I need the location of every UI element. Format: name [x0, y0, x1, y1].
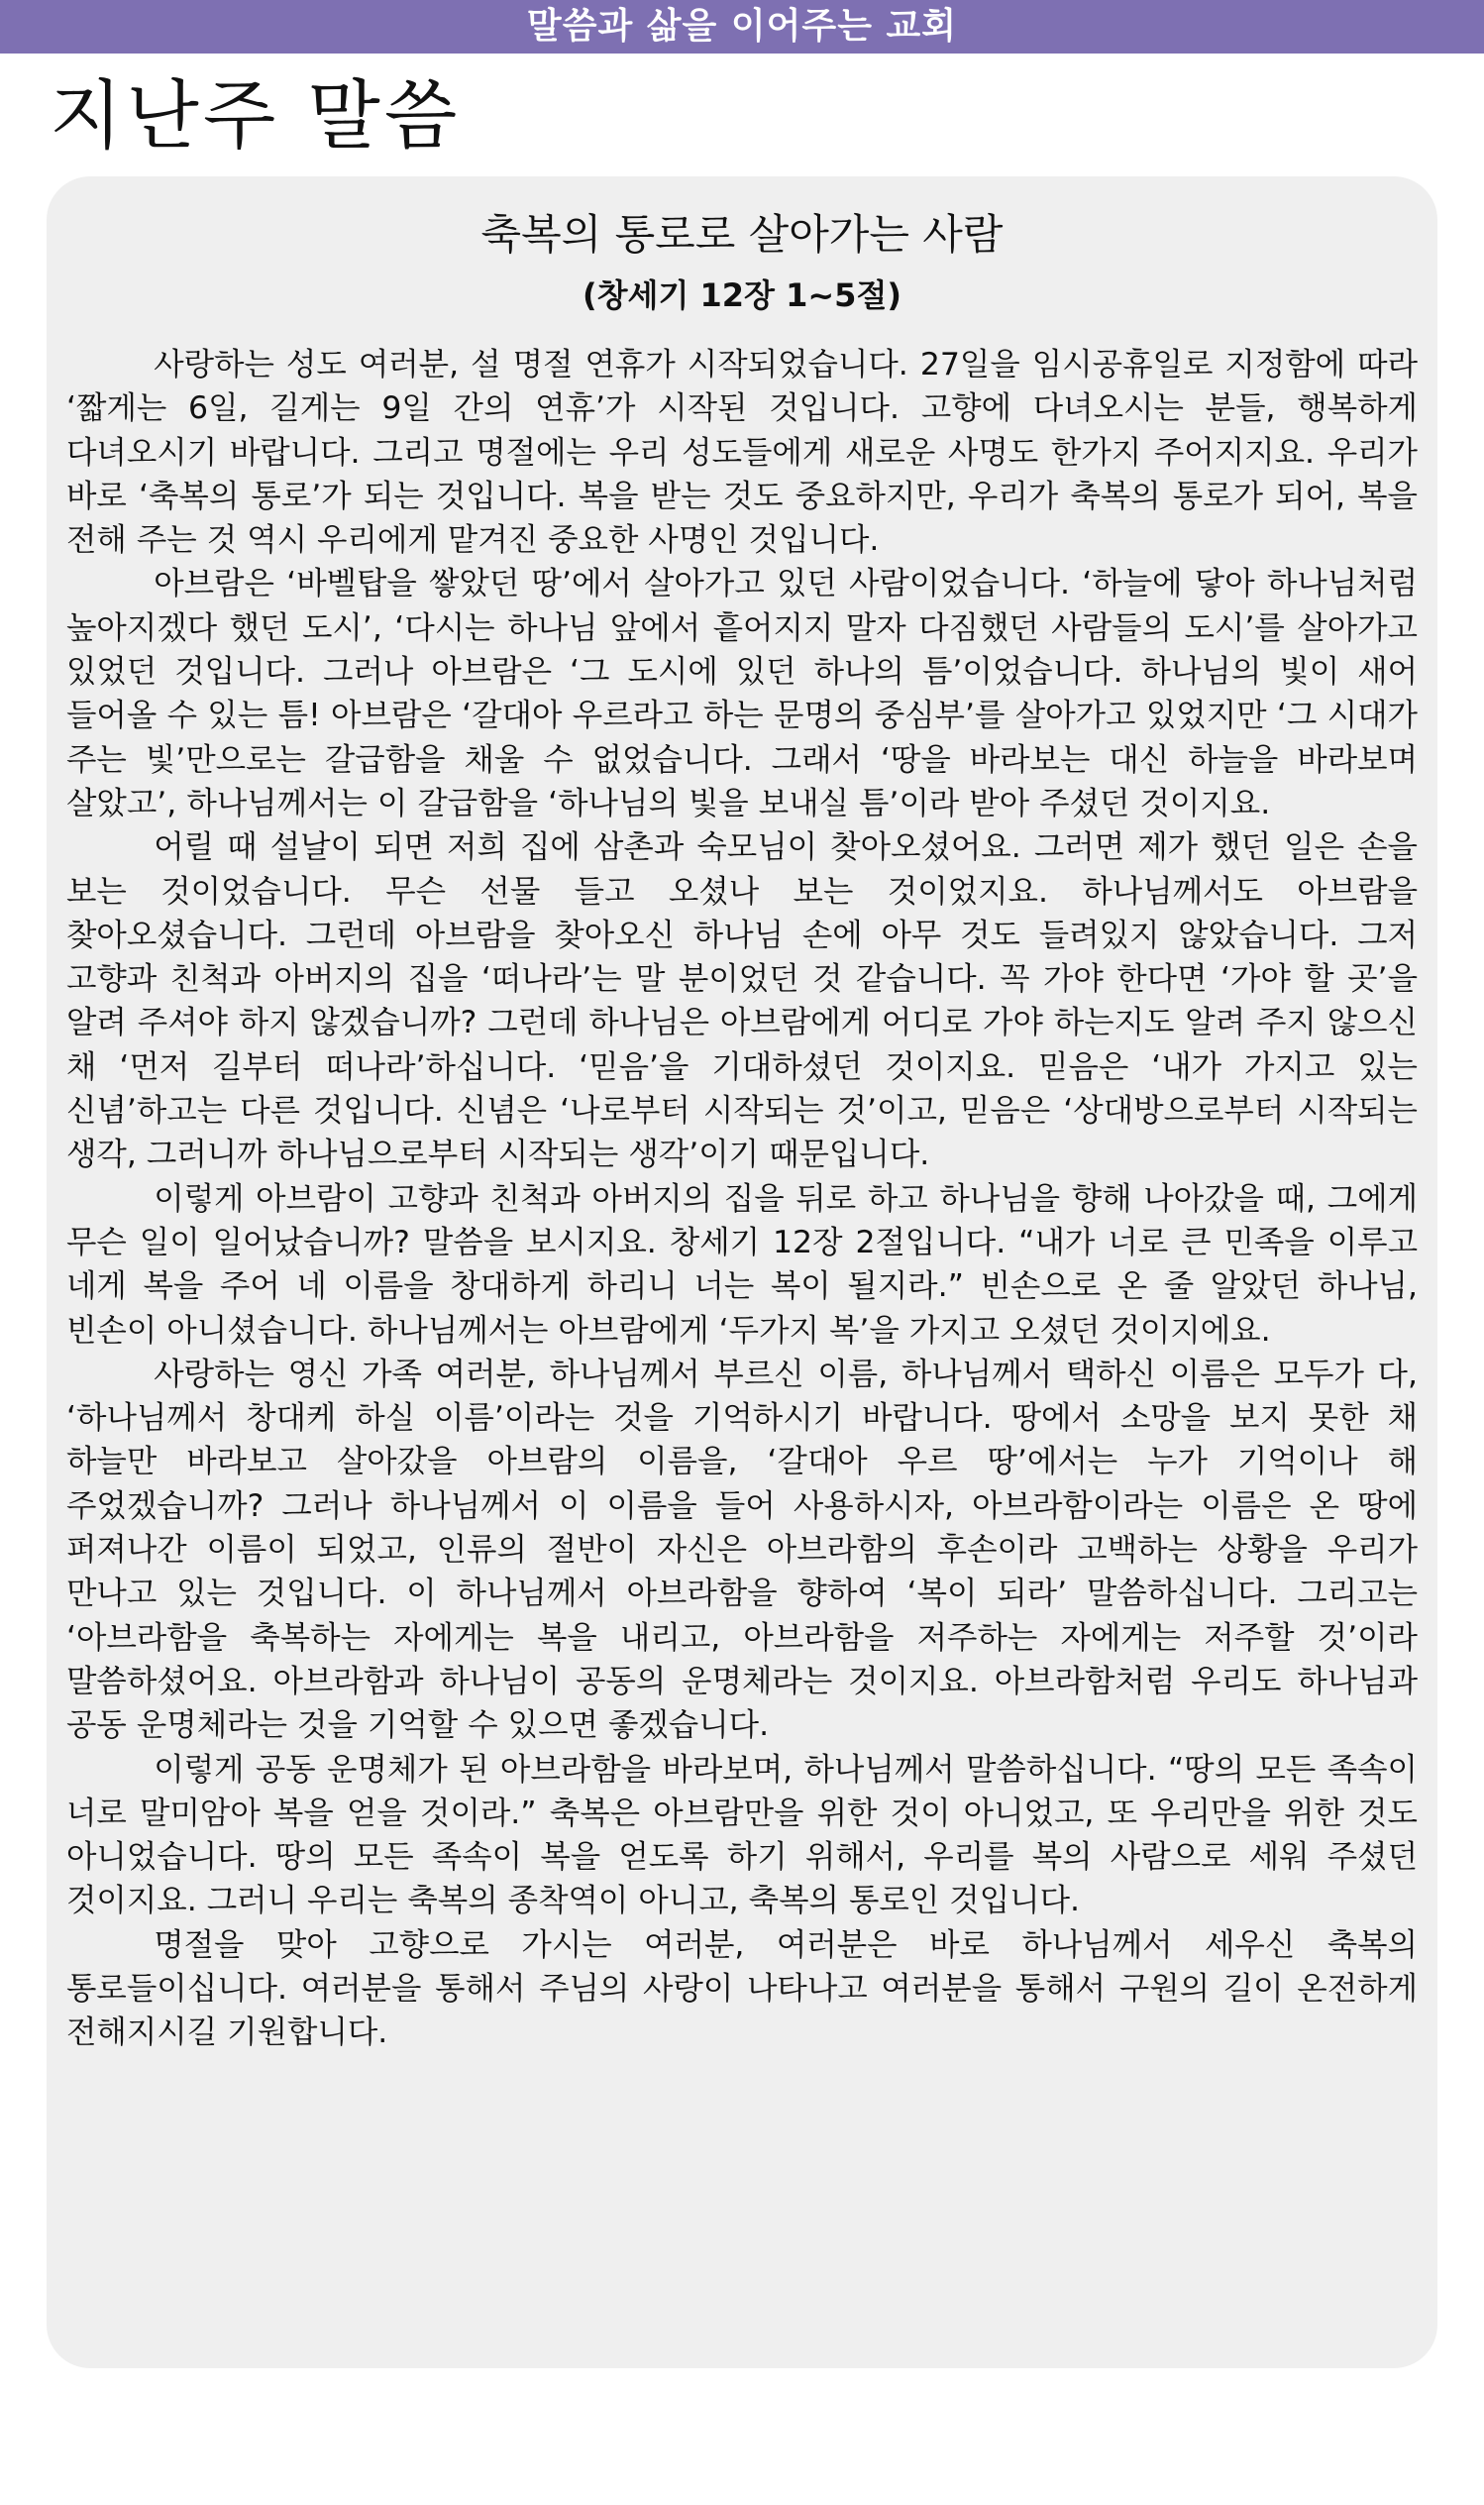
sermon-paragraph: 이렇게 공동 운명체가 된 아브라함을 바라보며, 하나님께서 말씀하십니다. “땅의 모든 족속이 너로 말미암아 복을 얻을 것이라.” 축복은 아브람만을 위한 것이 아니었고, 또 우리만을 위한 것도 아니었습니다. 땅의 모든 족속이 복을 얻도록 하기 위해서, 우리를 복의 사람으로 세워 주셨던 것이지요. 그러니 우리는 축복의 종착역이 아니고, 축복의 통로인 것입니다. [66, 1751, 1418, 1919]
scripture-reference: (창세기 12장 1~5절) [583, 276, 901, 314]
sermon-paragraph: 이렇게 아브람이 고향과 친척과 아버지의 집을 뒤로 하고 하나님을 향해 나아갔을 때, 그에게 무슨 일이 일어났습니까? 말씀을 보시지요. 창세기 12장 2절입니다. “내가 너로 큰 민족을 이루고 네게 복을 주어 네 이름을 창대하게 하리니 너는 복이 될지라.” 빈손으로 온 줄 알았던 하나님, 빈손이 아니셨습니다. 하나님께서는 아브람에게 ‘두가지 복’을 가지고 오셨던 것이지에요. [66, 1180, 1418, 1349]
sermon-paragraph: 어릴 때 설날이 되면 저희 집에 삼촌과 숙모님이 찾아오셨어요. 그러면 제가 했던 일은 손을 보는 것이었습니다. 무슨 선물 들고 오셨나 보는 것이었지요. 하나님께서도 아브람을 찾아오셨습니다. 그런데 아브람을 찾아오신 하나님 손에 아무 것도 들려있지 않았습니다. 그저 고향과 친척과 아버지의 집을 ‘떠나라’는 말 분이었던 것 같습니다. 꼭 가야 한다면 ‘가야 할 곳’을 알려 주셔야 하지 않겠습니까? 그런데 하나님은 아브람에게 어디로 가야 하는지도 알려 주지 않으신 채 ‘먼저 길부터 떠나라’하십니다. ‘믿음’을 기대하셨던 것이지요. 믿음은 ‘내가 가지고 있는 신념’하고는 다른 것입니다. 신념은 ‘나로부터 시작되는 것’이고, 믿음은 ‘상대방으로부터 시작되는 생각, 그러니까 하나님으로부터 시작되는 생각’이기 때문입니다. [66, 829, 1418, 1173]
sermon-paragraph: 사랑하는 영신 가족 여러분, 하나님께서 부르신 이름, 하나님께서 택하신 이름은 모두가 다, ‘하나님께서 창대케 하실 이름’이라는 것을 기억하시기 바랍니다. 땅에서 소망을 보지 못한 채 하늘만 바라보고 살아갔을 아브람의 이름을, ‘갈대아 우르 땅’에서는 누가 기억이나 해 주었겠습니까? 그러나 하나님께서 이 이름을 들어 사용하시자, 아브라함이라는 이름은 온 땅에 퍼져나간 이름이 되었고, 인류의 절반이 자신은 아브라함의 후손이라 고백하는 상황을 우리가 만나고 있는 것입니다. 이 하나님께서 아브라함을 향하여 ‘복이 되라’ 말씀하십니다. 그리고는 ‘아브라함을 축복하는 자에게는 복을 내리고, 아브라함을 저주하는 자에게는 저주할 것’이라 말씀하셨어요. 아브라함과 하나님이 공동의 운명체라는 것이지요. 아브라함처럼 우리도 하나님과 공동 운명체라는 것을 기억할 수 있으면 좋겠습니다. [66, 1356, 1418, 1744]
sermon-title: 축복의 통로로 살아가는 사람 [480, 210, 1004, 259]
sermon-paragraph: 명절을 맞아 고향으로 가시는 여러분, 여러분은 바로 하나님께서 세우신 축복의 통로들이십니다. 여러분을 통해서 주님의 사랑이 나타나고 여러분을 통해서 구원의 길이 온전하게 전해지시길 기원합니다. [66, 1926, 1418, 2051]
section-title: 지난주 말씀 [50, 71, 462, 160]
sermon-paragraph: 아브람은 ‘바벨탑을 쌓았던 땅’에서 살아가고 있던 사람이었습니다. ‘하늘에 닿아 하나님처럼 높아지겠다 했던 도시’, ‘다시는 하나님 앞에서 흩어지지 말자 다짐했던 사람들의 도시’를 살아가고 있었던 것입니다. 그러나 아브람은 ‘그 도시에 있던 하나의 틈’이었습니다. 하나님의 빛이 새어 들어올 수 있는 틈! 아브람은 ‘갈대아 우르라고 하는 문명의 중심부’를 살아가고 있었지만 ‘그 시대가 주는 빛’만으로는 갈급함을 채울 수 없었습니다. 그래서 ‘땅을 바라보는 대신 하늘을 바라보며 살았고’, 하나님께서는 이 갈급함을 ‘하나님의 빛을 보내실 틈’이라 받아 주셨던 것이지요. [66, 566, 1418, 821]
sermon-body [66, 343, 1418, 2055]
church-banner: 말씀과 삶을 이어주는 교회 [0, 0, 1484, 54]
sermon-paragraph: 사랑하는 성도 여러분, 설 명절 연휴가 시작되었습니다. 27일을 임시공휴일로 지정함에 따라 ‘짧게는 6일, 길게는 9일 간의 연휴’가 시작된 것입니다. 고향에 다녀오시는 분들, 행복하게 다녀오시기 바랍니다. 그리고 명절에는 우리 성도들에게 새로운 사명도 한가지 주어지지요. 우리가 바로 ‘축복의 통로’가 되는 것입니다. 복을 받는 것도 중요하지만, 우리가 축복의 통로가 되어, 복을 전해 주는 것 역시 우리에게 맡겨진 중요한 사명인 것입니다. [66, 347, 1418, 559]
sermon-card [47, 176, 1437, 2368]
